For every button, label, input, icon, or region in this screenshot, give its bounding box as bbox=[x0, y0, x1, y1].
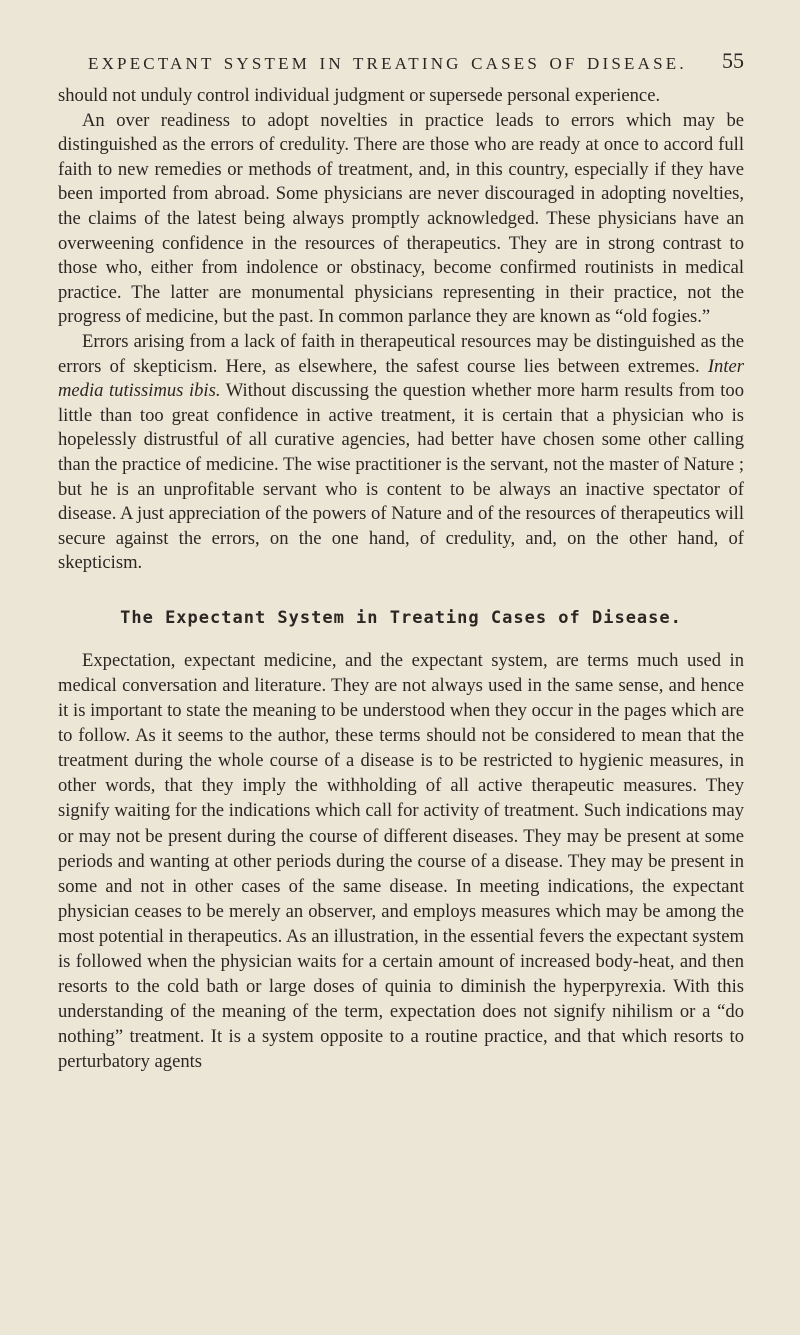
paragraph-continuation: should not unduly control individual judgment or supersede personal experience. bbox=[58, 85, 661, 106]
paragraph-expectation: Expectation, expectant medicine, and the expectant system, are terms much used in medical conversation and literature. They are not always used in the same sense, and hence it is important to state the meaning to be understood when they occur in the pages which are to follow. As it seems to the author, these terms should not be considered to mean that the treatment during the whole course of a disease is to be restricted to hygienic measures, in other words, that they imply the withholding of all active therapeutic measures. They signify waiting for the indications which call for activity of treatment. Such indications may or may not be present during the course of different diseases. They may be present at some periods and wanting at other periods during the course of a disease. They may be present in some and not in other cases of the same disease. In meeting indications, the expectant physician ceases to be merely an observer, and employs measures which may be among the most potential in therapeutics. As an illustration, in the essential fevers the expectant system is followed when the physician waits for a certain amount of increased body-heat, and then resorts to the cold bath or large doses of quinia to diminish the hyperpyrexia. With this understanding of the meaning of the term, expectation does not signify nihilism or a “do nothing” treatment. It is a system opposite to a routine practice, and that which resorts to perturbatory agents bbox=[58, 649, 744, 1073]
running-head-title: EXPECTANT SYSTEM IN TREATING CASES OF DISEASE. bbox=[88, 54, 687, 73]
paragraph-skepticism-text-a: Errors arising from a lack of faith in therapeutical resources may be distinguished as the errors of skepticism. Here, as elsewhere, the safest course lies between extremes. bbox=[58, 330, 744, 377]
page-number: 55 bbox=[722, 48, 744, 73]
latin-quotation: Inter media tutissimus ibis. bbox=[58, 355, 744, 402]
section-body bbox=[58, 648, 744, 1075]
paragraph-credulity: An over readiness to adopt novelties in practice leads to errors which may be distinguished as the errors of credulity. There are those who are ready at once to accord full faith to new remedies or methods of treatment, and, in this country, especially if they have been imported from abroad. Some physicians are never discouraged in adopting novelties, the claims of the latest being always promptly acknowledged. These physicians have an overweening confidence in the resources of therapeutics. They are in strong contrast to those who, either from indolence or obstinacy, become confirmed routinists in medical practice. The latter are monumental physicians representing in their practice, not the progress of medicine, but the past. In common parlance they are known as “old fogies.” bbox=[58, 109, 744, 328]
paragraph-skepticism bbox=[58, 330, 744, 576]
paragraph-skepticism-text-b: Without discussing the question whether more harm results from too little than too great confidence in active treatment, it is certain that a physician who is hopelessly distrustful of all curative agencies, had better have chosen some other calling than the practice of medicine. The wise practitioner is the servant, not the master of Nature ; but he is an unprofitable servant who is content to be always an inactive spectator of disease. A just appreciation of the powers of Nature and of the resources of therapeutics will secure against the errors, on the one hand, of credulity, and, on the other hand, of skepticism. bbox=[58, 380, 744, 574]
section-heading: The Expectant System in Treating Cases of Disease. bbox=[120, 607, 682, 628]
running-head bbox=[58, 44, 744, 84]
